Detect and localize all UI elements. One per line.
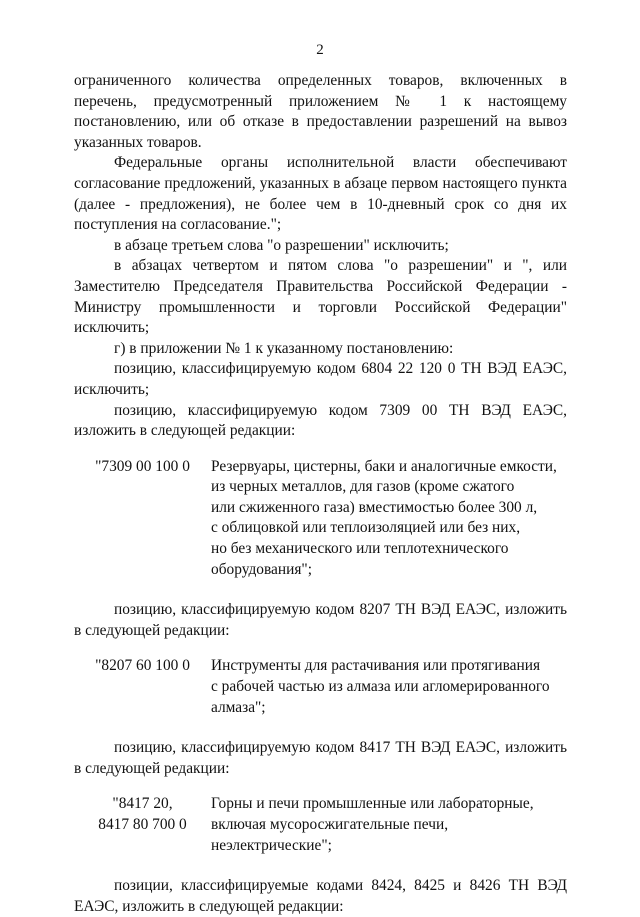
description-line: из черных металлов, для газов (кроме сжатого [211,478,515,496]
description-line: Резервуары, цистерны, баки и аналогичные емкости, [211,457,557,475]
paragraph-exclude-6804: позицию, классифицируемую кодом 6804 22 120 0 ТН ВЭД ЕАЭС, исключить; [74,360,567,398]
entry-code: "8207 60 100 0 [95,657,190,675]
paragraph-8207-intro: позицию, классифицируемую кодом 8207 ТН ВЭД ЕАЭС, изложить в следующей редакции: [74,601,567,639]
entry-code-line: 8417 80 700 0 [98,816,187,833]
code-entry-8207 [74,656,567,718]
entry-code [74,794,211,856]
description-line: оборудования"; [211,560,312,578]
entry-code-line: "8417 20, [112,795,173,813]
entry-description [211,457,567,581]
description-line: но без механического или теплотехнического [211,540,509,558]
paragraph-third-abzac: в абзаце третьем слова "о разрешении" исключить; [114,236,449,254]
entry-code: "7309 00 100 0 [95,457,190,475]
paragraph-federal-bodies: Федеральные органы исполнительной власти обеспечивают согласование предложений, указанных в абзаце первом настоящего пункта (далее - предложения), не более чем в 10-дневный срок со дня их поступления на согласование."; [74,154,567,234]
paragraph-continuation: ограниченного количества определенных товаров, включенных в перечень, предусмотренный приложением № 1 к настоящему постановлению, или об отказе в предоставлении разрешений на вывоз указанных товаров. [74,72,567,151]
paragraph-8424-8426-intro: позиции, классифицируемые кодами 8424, 8425 и 8426 ТН ВЭД ЕАЭС, изложить в следующей редакции: [74,877,567,915]
paragraph-fourth-fifth-abzac: в абзацах четвертом и пятом слова "о разрешении" и ", или Заместителю Председателя Правительства Российской Федерации - Министру промышленности и торговли Российской Федерации" исключить; [74,257,567,337]
description-line: Горны и печи промышленные или лабораторные, [211,795,534,813]
description-line: с рабочей частью из алмаза или агломерированного [211,678,550,696]
paragraph-7309-intro: позицию, классифицируемую кодом 7309 00 ТН ВЭД ЕАЭС, изложить в следующей редакции: [74,401,567,440]
entry-description [211,656,567,718]
paragraph-appendix-1: г) в приложении № 1 к указанному постановлению: [114,339,454,357]
description-line: алмаза"; [211,698,266,716]
code-entry-8417 [74,794,567,856]
description-line: неэлектрические"; [211,836,332,854]
description-line: с облицовкой или теплоизоляцией или без них, [211,519,521,537]
entry-description [211,794,567,856]
description-line: включая мусоросжигательные печи, [211,816,449,833]
description-line: или сжиженного газа) вместимостью более 300 л, [211,498,538,516]
document-body [74,71,567,917]
description-line: Инструменты для растачивания или протягивания [211,657,541,675]
paragraph-8417-intro: позицию, классифицируемую кодом 8417 ТН ВЭД ЕАЭС, изложить в следующей редакции: [74,739,567,777]
code-entry-7309 [74,457,567,581]
page-number: 2 [316,42,324,58]
